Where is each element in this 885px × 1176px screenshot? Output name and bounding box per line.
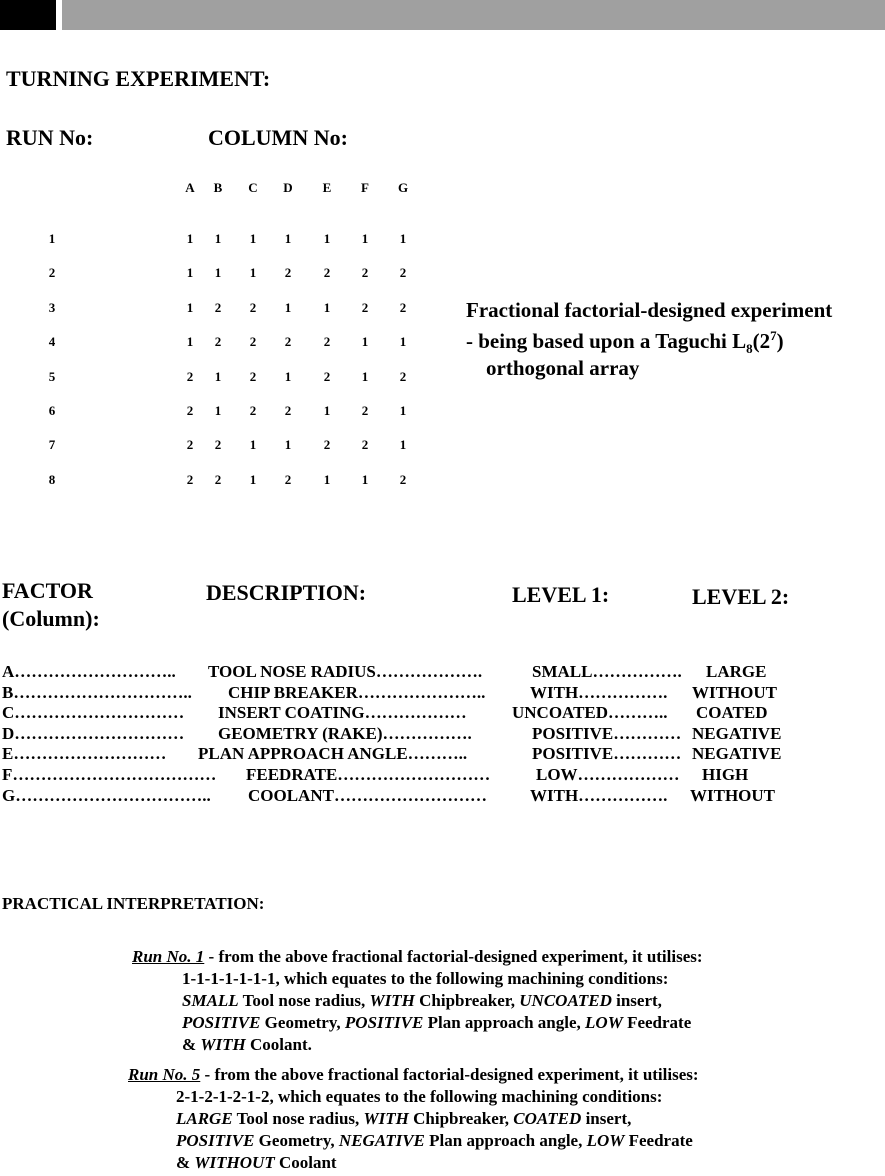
run1-l3a: SMALL <box>182 991 239 1010</box>
run1-l4b: Geometry, <box>260 1013 345 1032</box>
run1-line1 <box>132 946 703 968</box>
run5-line3 <box>128 1108 699 1130</box>
array-cell: 2 <box>249 299 257 315</box>
run1-l4e: LOW <box>585 1013 623 1032</box>
array-cell: 2 <box>186 403 194 418</box>
run5-l5b: WITHOUT <box>194 1153 275 1172</box>
array-cell: 1 <box>186 231 194 246</box>
array-note-line1: Fractional factorial-designed experiment <box>466 298 833 322</box>
column-header-f: F <box>361 180 369 195</box>
factor-level1: WITH……………. <box>530 785 668 805</box>
factor-description: COOLANT……………………… <box>248 785 487 805</box>
array-cell: 1 <box>361 471 369 487</box>
run1-l4d: Plan approach angle, <box>423 1013 586 1032</box>
array-cell: 1 <box>284 437 292 453</box>
run5-l4b: Geometry, <box>254 1131 339 1150</box>
run1-l3b: Tool nose radius, <box>238 991 370 1010</box>
array-cell: 1 <box>249 231 257 246</box>
factor-description: CHIP BREAKER………………….. <box>228 682 486 702</box>
array-note-line3: orthogonal array <box>486 356 640 380</box>
array-cell: 1 <box>284 231 292 246</box>
run5-l4d: Plan approach angle, <box>424 1131 587 1150</box>
array-cell: 1 <box>214 231 222 246</box>
run1-intro: - from the above fractional factorial-designed experiment, it utilises: <box>204 947 703 966</box>
factor-row <box>2 683 882 703</box>
run5-l3b: Tool nose radius, <box>232 1109 364 1128</box>
array-cell: 1 <box>284 368 292 384</box>
array-cell: 1 <box>399 231 407 246</box>
run1-l4c: POSITIVE <box>344 1013 424 1032</box>
factor-row <box>2 765 882 785</box>
run5-intro: - from the above fractional factorial-designed experiment, it utilises: <box>200 1065 699 1084</box>
array-cell: 2 <box>214 334 222 350</box>
factor-row <box>2 744 882 764</box>
array-cell: 2 <box>214 471 222 487</box>
array-cell: 2 <box>186 471 194 487</box>
practical-heading: PRACTICAL INTERPRETATION: <box>2 894 265 913</box>
run1-l5c: Coolant. <box>245 1035 312 1054</box>
column-header-e: E <box>322 180 332 195</box>
array-cell: 2 <box>361 437 369 453</box>
run5-line5 <box>128 1152 699 1174</box>
array-cell: 2 <box>361 265 369 281</box>
array-cell: 2 <box>399 368 407 384</box>
factor-level2: WITHOUT <box>692 682 778 702</box>
note-subscript: 8 <box>746 341 753 357</box>
factor-level1: WITH……………. <box>530 682 668 702</box>
factor-code: F……………………………… <box>2 765 217 784</box>
run1-line5 <box>132 1034 703 1056</box>
factor-code: D………………………… <box>2 723 185 743</box>
array-cell: 2 <box>186 437 194 453</box>
array-cell: 1 <box>361 368 369 384</box>
factor-level2: HIGH <box>702 765 749 784</box>
run-number: 7 <box>48 437 56 453</box>
array-cell: 1 <box>399 403 407 418</box>
run5-line2: 2-1-2-1-2-1-2, which equates to the following machining conditions: <box>176 1087 663 1106</box>
level2-header: LEVEL 2: <box>692 584 790 609</box>
array-cell: 2 <box>399 299 407 315</box>
array-cell: 2 <box>399 265 407 281</box>
array-cell: 2 <box>186 368 194 384</box>
run1-l3d: Chipbreaker, <box>414 991 520 1010</box>
array-cell: 1 <box>249 265 257 281</box>
run5-line4 <box>128 1130 699 1152</box>
run5-label: Run No. 5 <box>128 1065 201 1084</box>
array-cell: 2 <box>249 334 257 350</box>
array-cell: 2 <box>214 437 222 453</box>
array-cell: 2 <box>323 265 331 281</box>
factor-row <box>2 662 882 682</box>
run1-label: Run No. 1 <box>132 947 205 966</box>
array-cell: 1 <box>214 265 222 281</box>
array-cell: 2 <box>323 368 331 384</box>
array-cell: 1 <box>323 231 331 246</box>
array-cell: 1 <box>323 403 331 418</box>
run1-l3e: UNCOATED <box>519 991 612 1010</box>
array-cell: 1 <box>214 403 222 418</box>
run-number: 3 <box>48 299 56 315</box>
note-prefix: - being based upon a Taguchi L <box>466 329 747 353</box>
run5-l3e: COATED <box>513 1109 582 1128</box>
array-cell: 1 <box>186 334 194 350</box>
column-header-c: C <box>248 180 258 195</box>
run-number: 2 <box>48 265 56 281</box>
run1-l3f: insert, <box>611 991 662 1010</box>
array-cell: 2 <box>284 403 292 418</box>
note-superscript: 7 <box>770 328 777 343</box>
page-title: TURNING EXPERIMENT: <box>6 66 271 91</box>
run1-paragraph <box>132 946 703 1056</box>
array-cell: 1 <box>361 334 369 350</box>
array-note-line2 <box>466 328 784 357</box>
run1-line4 <box>132 1012 703 1034</box>
note-end: ) <box>776 329 784 353</box>
array-cell: 2 <box>399 471 407 487</box>
factor-level1: LOW……………… <box>536 765 680 784</box>
array-cell: 2 <box>323 437 331 453</box>
factor-level2: LARGE <box>706 662 767 681</box>
array-cell: 1 <box>186 299 194 315</box>
run1-l4a: POSITIVE <box>182 1013 261 1032</box>
run5-l4e: LOW <box>586 1131 625 1150</box>
factor-code: C………………………… <box>2 703 185 723</box>
run5-paragraph <box>128 1064 699 1174</box>
column-number-label: COLUMN No: <box>208 125 348 150</box>
array-cell: 2 <box>249 368 257 384</box>
factor-description: PLAN APPROACH ANGLE……….. <box>198 744 468 764</box>
run5-l3a: LARGE <box>176 1109 233 1128</box>
run-number-label: RUN No: <box>6 125 94 150</box>
factor-header: FACTOR <box>2 578 93 603</box>
factor-column-header: (Column): <box>2 606 100 631</box>
run-number: 1 <box>48 231 56 246</box>
array-cell: 2 <box>284 265 292 281</box>
array-cell: 2 <box>284 334 292 350</box>
factor-level1: UNCOATED……….. <box>512 703 668 723</box>
column-header-b: B <box>213 180 223 195</box>
run-number: 5 <box>48 368 56 384</box>
run1-l3c: WITH <box>369 991 415 1010</box>
array-cell: 2 <box>284 471 292 487</box>
array-cell: 2 <box>214 299 222 315</box>
factor-row <box>2 786 882 806</box>
run1-l4f: Feedrate <box>622 1013 692 1032</box>
run5-line1 <box>128 1064 699 1086</box>
array-cell: 1 <box>323 299 331 315</box>
run-number: 6 <box>48 403 56 418</box>
factor-code: A……………………….. <box>2 662 176 681</box>
factor-level2: COATED <box>696 703 768 723</box>
factor-row <box>2 724 882 744</box>
array-cell: 1 <box>284 299 292 315</box>
level1-header: LEVEL 1: <box>512 582 610 607</box>
factor-description: GEOMETRY (RAKE)……………. <box>218 723 472 743</box>
run1-l5b: WITH <box>200 1035 246 1054</box>
column-header-d: D <box>283 180 293 195</box>
factor-code: E……………………… <box>2 744 167 764</box>
array-cell: 1 <box>249 437 257 453</box>
factor-code: G…………………………….. <box>2 785 211 805</box>
factor-level2: NEGATIVE <box>692 723 782 743</box>
run5-l5c: Coolant <box>274 1153 337 1172</box>
array-cell: 1 <box>361 231 369 246</box>
array-cell: 2 <box>323 334 331 350</box>
factor-level1: SMALL……………. <box>532 662 682 681</box>
run-number: 4 <box>48 334 56 350</box>
factor-description: TOOL NOSE RADIUS………………. <box>208 662 483 681</box>
array-cell: 1 <box>186 265 194 281</box>
note-mid: (2 <box>752 329 771 353</box>
run1-l5a: & <box>182 1035 201 1054</box>
description-header: DESCRIPTION: <box>206 580 367 605</box>
array-cell: 2 <box>249 403 257 418</box>
factor-description: INSERT COATING……………… <box>218 703 467 723</box>
factor-level1: POSITIVE………… <box>532 723 682 743</box>
array-cell: 1 <box>399 334 407 350</box>
column-header-g: G <box>397 180 409 195</box>
run5-l4f: Feedrate <box>624 1131 693 1150</box>
run5-l4c: NEGATIVE <box>338 1131 425 1150</box>
run1-line3 <box>132 990 703 1012</box>
header-grey-bar <box>62 0 885 30</box>
run5-l5a: & <box>176 1153 195 1172</box>
column-header-a: A <box>185 180 195 195</box>
run-number: 8 <box>48 471 56 487</box>
header-black-block <box>0 0 56 30</box>
factor-row <box>2 703 882 723</box>
run5-l3f: insert, <box>581 1109 632 1128</box>
array-cell: 2 <box>361 403 369 418</box>
array-cell: 1 <box>323 471 331 487</box>
factor-description: FEEDRATE……………………… <box>246 765 491 784</box>
run5-l3c: WITH <box>363 1109 409 1128</box>
array-cell: 1 <box>399 437 407 453</box>
array-cell: 1 <box>214 368 222 384</box>
factor-level2: WITHOUT <box>690 785 776 805</box>
factor-level1: POSITIVE………… <box>532 744 682 764</box>
run5-l3d: Chipbreaker, <box>408 1109 514 1128</box>
factor-code: B………………………….. <box>2 682 192 702</box>
array-cell: 1 <box>249 471 257 487</box>
array-cell: 2 <box>361 299 369 315</box>
run5-l4a: POSITIVE <box>176 1131 255 1150</box>
factor-level2: NEGATIVE <box>692 744 782 764</box>
run1-line2: 1-1-1-1-1-1-1, which equates to the following machining conditions: <box>182 969 669 988</box>
